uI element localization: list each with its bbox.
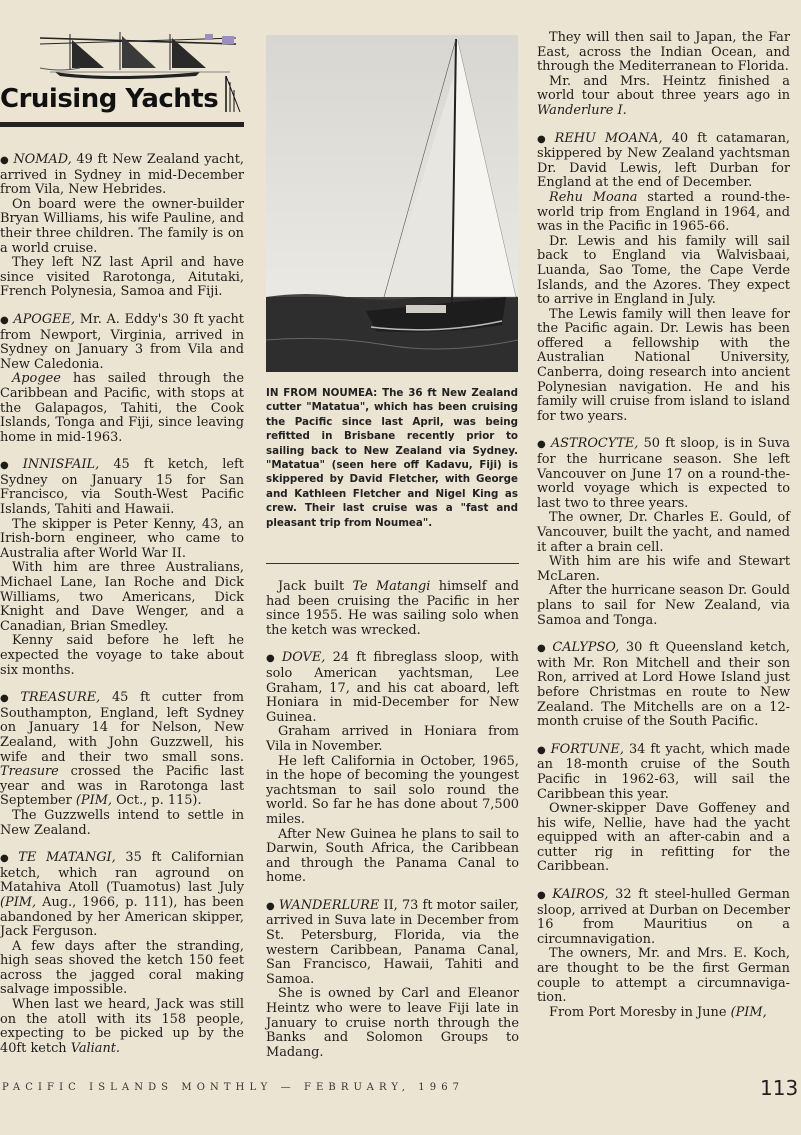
bullet-icon: ●	[537, 133, 551, 145]
bullet-icon: ●	[537, 643, 549, 655]
entry-apogee	[0, 313, 244, 445]
publication-ref: (PIM,	[75, 793, 112, 809]
bullet-icon: ●	[0, 155, 10, 166]
bullet-icon: ●	[0, 460, 19, 472]
section-divider	[266, 563, 519, 564]
entry-text: They left NZ last April and have since visited Rarotonga, Aitutaki, French Polynesia, Samoa and Fiji.	[0, 255, 244, 300]
entry-text: On board were the owner-builder Bryan Williams, his wife Pauline, and their three children. The family is on a world cruise.	[0, 196, 244, 256]
bullet-icon: ●	[0, 314, 10, 326]
entry-text: The owners, Mr. and Mrs. E. Koch, are thought to be the first German couple to attempt a circumnaviga-tion.	[537, 946, 790, 1006]
yacht-name: Treasure	[0, 764, 59, 780]
photo-caption: IN FROM NOUMEA: The 36 ft New Zealand cutter "Matatua", which has been cruising the Pacific since last April, was being refitted in Brisbane recently prior to sailing back to New Zealand via Sydney. "Matatua" (seen here off Kadavu, Fiji) is skippered by David Fletcher, with George and Kathleen Fletcher and Nigel King as crew. Their last cruise was a "fast and pleasant trip from Noumea".	[266, 387, 518, 529]
section-header	[0, 30, 244, 130]
entry-text: They will then sail to Japan, the Far East, across the Indian Ocean, and through the Mediterranean to Florida.	[537, 30, 790, 75]
yacht-name-suffix: II,	[383, 897, 398, 913]
entry-innisfail	[0, 458, 244, 678]
yacht-name: ASTROCYTE,	[550, 436, 639, 452]
entry-text: 45 ft ketch, left Sydney on January 15 for San Francisco, via South-West Pacific Islands, Tahiti and Hawaii.	[0, 457, 244, 518]
entry-text: himself and had been cruising the Pacific in her since 1955. He was sailing solo when the ketch was wrecked.	[266, 579, 519, 638]
entry-text: The Guzzwells intend to settle in New Zealand.	[0, 807, 244, 838]
entry-text: A few days after the stranding, high seas shoved the ketch 150 feet across the jagged coral making salvage impossible.	[0, 938, 244, 998]
yacht-photo	[266, 35, 518, 372]
entry-text: 45 ft cutter from Southampton, England, left Sydney on January 14 for Nelson, New Zealand, with John Guzzwell, his wife and their two small sons.	[0, 690, 244, 765]
yacht-name: Rehu Moana	[549, 189, 638, 205]
yacht-name: KAIROS,	[552, 887, 609, 903]
yacht-name: TE MATANGI,	[18, 850, 116, 866]
yacht-name: APOGEE,	[13, 311, 76, 327]
entry-text: She is owned by Carl and Eleanor Heintz who were to leave Fiji late in January to cruise north through the Banks and Solomon Groups to Madang.	[266, 986, 519, 1060]
column-2	[266, 563, 519, 1073]
yacht-name: CALYPSO,	[552, 640, 620, 656]
entry-wanderlure-continued	[537, 31, 790, 119]
entry-text: 30 ft Queensland ketch, with Mr. Ron Mitchell and their son Ron, arrived at Lord Howe Island just before Christmas en route to New Zealand. The Mitchells are on a 12-month cruise of the South Pacific.	[537, 640, 790, 730]
entry-text: 35 ft Californian ketch, which ran aground on Matahiva Atoll (Tuamotus) last July	[0, 850, 244, 896]
entry-dove	[266, 651, 519, 886]
header-rule	[0, 122, 244, 127]
yacht-name: Te Matangi	[352, 579, 431, 594]
entry-text: From Port Moresby in June	[549, 1004, 727, 1020]
entry-text: Oct., p. 115).	[116, 793, 202, 809]
entry-calypso	[537, 641, 790, 730]
entry-text: The skipper is Peter Kenny, 43, an Irish-born engineer, who came to Australia after World War II.	[0, 516, 244, 561]
entry-kairos	[537, 888, 790, 1020]
yachts-illustration	[0, 30, 244, 90]
entry-text: With him are three Australians, Michael Lane, Ian Roche and Dick Williams, two Americans, Dick Knight and Dave Wenger, and a Canadian, Brian Smedley.	[0, 560, 244, 634]
entry-text: 32 ft steel-hulled German sloop, arrived at Durban on December 16 from Mauritius on a circumnavigation.	[537, 887, 790, 947]
column-1	[0, 153, 244, 1069]
yacht-name: Apogee	[12, 371, 61, 387]
entry-text: Jack built	[278, 579, 345, 594]
entry-text: With him are his wife and Stewart McLaren.	[537, 554, 790, 584]
bullet-icon: ●	[537, 744, 547, 756]
entry-text: 34 ft yacht, which made an 18-month cruise of the South Pacific in 1962-63, will sail the Caribbean this year.	[537, 741, 790, 802]
entry-text: Aug., 1966, p. 111), has been abandoned by her American skipper, Jack Ferguson.	[0, 894, 244, 940]
entry-text: 40 ft catamaran, skippered by New Zealand yachtsman Dr. David Lewis, left Durban for England at the end of December.	[537, 130, 790, 191]
yacht-name: TREASURE,	[20, 690, 101, 706]
bullet-icon: ●	[0, 693, 17, 705]
section-title: Cruising Yachts	[0, 84, 219, 114]
entry-text: 49 ft New Zealand yacht, arrived in Sydney in mid-December from Vila, New Hebrides.	[0, 152, 244, 198]
entry-text: started a round-the-world trip from England in 1964, and was in the Pacific in 1965-66.	[537, 189, 790, 235]
sail-icon	[222, 74, 244, 114]
entry-text: Mr. A. Eddy's 30 ft yacht from Newport, Virginia, arrived in Sydney on January 3 from Vila and New Caledonia.	[0, 311, 244, 372]
bullet-icon: ●	[266, 653, 278, 665]
entry-text: 24 ft fibreglass sloop, with solo American yachtsman, Lee Graham, 17, and his cat aboard, left Honiara in mid-December for New Guinea.	[266, 650, 519, 725]
bullet-icon: ●	[0, 853, 15, 865]
yacht-name: Wanderlure I.	[537, 102, 627, 118]
bullet-icon: ●	[537, 439, 547, 451]
entry-text: 50 ft sloop, is in Suva for the hurricane season. She left Vancouver on June 17 on a round-the-world voyage which is expected to last two to three years.	[537, 436, 790, 511]
entry-text: Dr. Lewis and his family will sail back to England via Walvisbaai, Luanda, Sao Tome, the Cape Verde Islands, and the Azores. They expect to arrive in England in July.	[537, 233, 790, 308]
yacht-name: REHU MOANA,	[554, 130, 663, 146]
entry-treasure	[0, 691, 244, 838]
entry-fortune	[537, 743, 790, 875]
entry-text: Kenny said before he left he expected the voyage to take about six months.	[0, 633, 244, 678]
entry-text: After New Guinea he plans to sail to Darwin, South Africa, the Caribbean and through the Panama Canal to home.	[266, 826, 519, 886]
entry-text: crossed the Pacific last year and was in Rarotonga last September	[0, 764, 244, 809]
entry-text: After the hurricane season Dr. Gould plans to sail for New Zealand, via Samoa and Tonga.	[537, 583, 790, 628]
yacht-name: FORTUNE,	[550, 741, 624, 757]
entry-astrocyte	[537, 437, 790, 628]
bullet-icon: ●	[537, 890, 549, 902]
publication-ref: (PIM,	[730, 1004, 767, 1020]
page-footer	[0, 1076, 801, 1106]
page-number: 113	[760, 1076, 799, 1100]
entry-text: The Lewis family will then leave for the Pacific again. Dr. Lewis has been offered a fellowship with the Australian National University, Canberra, doing research into ancient Polynesian navigation. He and his family will cruise from island to island for two years.	[537, 306, 790, 424]
yacht-name: NOMAD,	[13, 152, 72, 167]
entry-wanderlure	[266, 899, 519, 1061]
column-3	[537, 31, 790, 1033]
yacht-name: INNISFAIL,	[22, 457, 100, 473]
entry-text: Graham arrived in Honiara from Vila in November.	[266, 724, 519, 754]
entry-text: Mr. and Mrs. Heintz finished a world tour about three years ago in	[537, 73, 790, 104]
publication-line: PACIFIC ISLANDS MONTHLY — FEBRUARY, 1967	[2, 1082, 465, 1093]
yacht-name: Valiant.	[70, 1040, 121, 1056]
entry-text: He left California in October, 1965, in the hope of becoming the youngest yachtsman to sail solo round the world. So far he has done about 7,500 miles.	[266, 753, 519, 827]
yacht-name: DOVE,	[281, 650, 326, 666]
bullet-icon: ●	[266, 900, 275, 912]
entry-text: When last we heard, Jack was still on the atoll with its 158 people, expecting to be picked up by the 40ft ketch	[0, 997, 244, 1056]
entry-text: 73 ft motor sailer, arrived in Suva late in December from St. Petersburg, Florida, via the western Caribbean, Panama Canal, San Francisco, Hawaii, Tahiti and Samoa.	[266, 897, 519, 987]
entry-nomad	[0, 153, 244, 300]
entry-te-matangi	[0, 851, 244, 1056]
entry-te-matangi-continued	[266, 580, 519, 638]
entry-text: has sailed through the Caribbean and Pacific, with stops at the Galapagos, Tahiti, the Cook Islands, Tonga and Fiji, since leaving home in mid-1963.	[0, 371, 244, 445]
entry-text: The owner, Dr. Charles E. Gould, of Vancouver, built the yacht, and named it after a brain cell.	[537, 510, 790, 555]
entry-rehu-moana	[537, 132, 790, 425]
publication-ref: (PIM,	[0, 894, 37, 910]
yacht-name: WANDERLURE	[278, 897, 380, 913]
entry-text: Owner-skipper Dave Goffeney and his wife, Nellie, have had the yacht equipped with an after-cabin and a cutter rig in refitting for the Caribbean.	[537, 801, 790, 875]
